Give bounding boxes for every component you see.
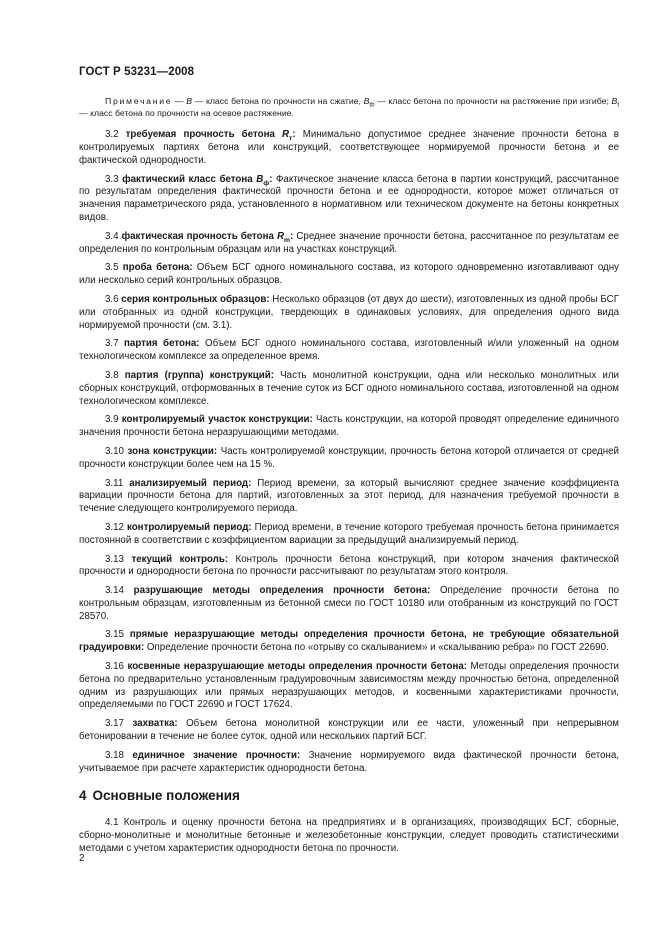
- definition-text: Значение нормируемого вида фактической прочности бетона, учитываемое при расчете характеристик однородности бетона.: [79, 749, 619, 774]
- definition-number: 3.15: [105, 629, 124, 641]
- section-number: 4: [79, 788, 87, 804]
- definition-item: [79, 750, 619, 776]
- definition-item: [79, 129, 619, 167]
- definition-number: 3.13: [105, 553, 124, 565]
- definition-symbol: B: [256, 173, 264, 185]
- definition-term: зона конструкции:: [127, 445, 218, 457]
- definition-number: 3.4: [105, 230, 119, 242]
- definition-number: 3.5: [105, 262, 119, 274]
- definition-term: серия контрольных образцов:: [121, 293, 270, 305]
- definition-number: 3.14: [105, 585, 124, 597]
- definition-item: [79, 231, 619, 257]
- definition-item: [79, 294, 619, 332]
- definition-text: Фактическое значение класса бетона в партии конструкций, рассчитанное по результатам определения фактической прочности бетона и ее однородности, которое может отличаться от значения параметрического ряда, установленного в нормативном или техническом документе на бетоны конкретных видов.: [79, 173, 619, 223]
- definition-term: прямые неразрушающие методы определения прочности бетона, не требующие обязательной градуировки:: [79, 629, 619, 654]
- definition-item: [79, 585, 619, 623]
- definition-item: [79, 661, 619, 712]
- definition-text: Часть монолитной конструкции, одна или несколько монолитных или сборных конструкций, отформованных в течение суток из БСГ одного номинального состава, изготовленной на одном технологическом комплексе.: [79, 369, 619, 407]
- definition-term: фактический класс бетона: [122, 173, 253, 185]
- b-description: — класс бетона по прочности на сжатие,: [192, 96, 364, 106]
- definition-number: 3.17: [105, 718, 124, 730]
- note-label: Примечание: [105, 96, 173, 106]
- definition-text: Определение прочности бетона по «отрыву со скалыванием» и «скалыванию ребра» по ГОСТ 22690.: [144, 642, 609, 654]
- btb-subscript: tb: [369, 101, 375, 109]
- definition-text: Часть контролируемой конструкции, прочность бетона которой отличается от средней прочности конструкции более чем на 15 %.: [79, 445, 620, 470]
- definition-symbol-subscript: m: [284, 236, 291, 244]
- paragraph-number: 4.1: [105, 817, 119, 829]
- bt-description: — класс бетона по прочности на осевое растяжение.: [79, 107, 294, 118]
- definition-number: 3.6: [105, 293, 119, 305]
- definition-text: Объем БСГ одного номинального состава, из которого одновременно изготавливают одну или несколько серий контрольных образцов.: [79, 262, 619, 287]
- definition-number: 3.11: [105, 477, 124, 489]
- definition-item: [79, 629, 619, 655]
- definition-item: [79, 554, 619, 580]
- definition-text: Период времени, за который вычисляют среднее значение коэффициента вариации прочности бетона для партий, изготовленных за этот период, для назначения требуемой прочности в течение следующего контролируемого периода.: [79, 477, 619, 515]
- definition-colon: :: [292, 129, 296, 141]
- definition-item: [79, 370, 619, 408]
- bt-subscript: t: [617, 101, 620, 109]
- definition-text: Несколько образцов (от двух до шести), изготовленных из одной пробы БСГ или отобранных из одной конструкции, твердеющих в одинаковых условиях, для определения одного вида нормируемой прочности (см. 3.1).: [79, 293, 619, 331]
- definition-symbol-subscript: т: [289, 135, 293, 143]
- definition-term: косвенные неразрушающие методы определения прочности бетона:: [127, 661, 468, 673]
- definition-colon: :: [269, 173, 273, 185]
- definition-number: 3.18: [105, 749, 124, 761]
- definition-text: Методы определения прочности бетона по предварительно установленным градуировочным зависимостям между прочностью бетона, определенной одним из разрушающих или прямых неразрушающих методов, и косвенными характеристиками прочности, определяемыми по ГОСТ 22690 и ГОСТ 17624.: [79, 661, 619, 711]
- definition-colon: :: [290, 230, 294, 242]
- b-symbol: B: [186, 96, 193, 106]
- definition-item: [79, 446, 619, 472]
- definition-text: Объем БСГ одного номинального состава, изготовленный и/или уложенный на одном технологическом комплексе за определенное время.: [79, 338, 619, 363]
- definition-number: 3.12: [105, 521, 124, 533]
- page-number: 2: [79, 853, 85, 864]
- definition-item: [79, 262, 619, 288]
- definition-symbol-subscript: ф: [263, 179, 270, 187]
- definition-text: Среднее значение прочности бетона, рассчитанное по результатам ее определения по контрольным образцам или на участках конструкций.: [79, 230, 619, 255]
- definition-text: Период времени, в течение которого требуемая прочность бетона принимается постоянной в соответствии с коэффициентом вариации за предыдущий анализируемый период.: [79, 521, 619, 546]
- definition-term: захватка:: [132, 718, 178, 730]
- definition-number: 3.10: [105, 445, 124, 457]
- definition-text: Определение прочности бетона по контрольным образцам, изготовленным из бетонной смеси по ГОСТ 10180 или отобранным из конструкций по ГОСТ 28570.: [79, 585, 619, 622]
- definition-text: Часть конструкции, на которой проводят определение единичного значения прочности бетона неразрушающими методами.: [79, 414, 620, 439]
- definition-term: контролируемый участок конструкции:: [121, 414, 313, 426]
- definition-number: 3.3: [105, 173, 119, 185]
- definition-term: требуемая прочность бетона: [125, 129, 275, 141]
- definition-term: партия бетона:: [124, 338, 200, 350]
- section-title: Основные положения: [92, 788, 240, 804]
- note-paragraph: [79, 96, 619, 119]
- definition-term: текущий контроль:: [131, 553, 229, 565]
- definition-number: 3.2: [105, 129, 119, 141]
- definition-text: Контроль прочности бетона конструкций, при котором значения фактической прочности и однородности бетона по прочности рассчитывают по результатам этого контроля.: [79, 553, 619, 578]
- definition-term: партия (группа) конструкций:: [124, 369, 274, 381]
- definition-text: Минимально допустимое среднее значение прочности бетона в контролируемых партиях бетона или конструкций, соответствующее нормируемой прочности бетона и ее фактической однородности.: [79, 129, 619, 166]
- definition-number: 3.7: [105, 338, 119, 350]
- paragraph-text: Контроль и оценку прочности бетона на предприятиях и в организациях, производящих БСГ, сборные, сборно-монолитные и монолитные бетонные и железобетонные конструкции, следует проводить статистическими методами с учетом характеристик однородности бетона по прочности.: [79, 817, 619, 854]
- definition-term: контролируемый период:: [126, 521, 252, 533]
- definition-item: [79, 718, 619, 744]
- definition-term: фактическая прочность бетона: [121, 230, 274, 242]
- section-heading: [79, 790, 619, 803]
- definition-item: [79, 414, 619, 440]
- document-code-header: ГОСТ Р 53231—2008: [79, 66, 195, 78]
- definition-item: [79, 522, 619, 548]
- definitions-list: [79, 129, 619, 775]
- definition-number: 3.9: [105, 414, 119, 426]
- definition-symbol: R: [276, 230, 285, 242]
- definition-term: единичное значение прочности:: [132, 749, 301, 761]
- document-body: [79, 96, 619, 862]
- definition-number: 3.8: [105, 369, 119, 381]
- btb-symbol: B: [363, 96, 370, 106]
- definition-term: анализируемый период:: [129, 477, 252, 489]
- section-paragraph: [79, 817, 619, 855]
- definition-number: 3.16: [105, 661, 124, 673]
- bt-symbol: B: [611, 96, 618, 106]
- definition-symbol: R: [281, 129, 290, 141]
- btb-description: — класс бетона по прочности на растяжение при изгибе;: [374, 96, 612, 106]
- definition-text: Объем бетона монолитной конструкции или ее части, уложенный при непрерывном бетонировании в течение не более суток, одной или нескольких партий БСГ.: [79, 718, 619, 743]
- definition-term: проба бетона:: [122, 262, 193, 274]
- definition-term: разрушающие методы определения прочности бетона:: [133, 585, 431, 597]
- note-separator: —: [172, 96, 187, 106]
- definition-item: [79, 478, 619, 516]
- definition-item: [79, 174, 619, 225]
- definition-item: [79, 338, 619, 364]
